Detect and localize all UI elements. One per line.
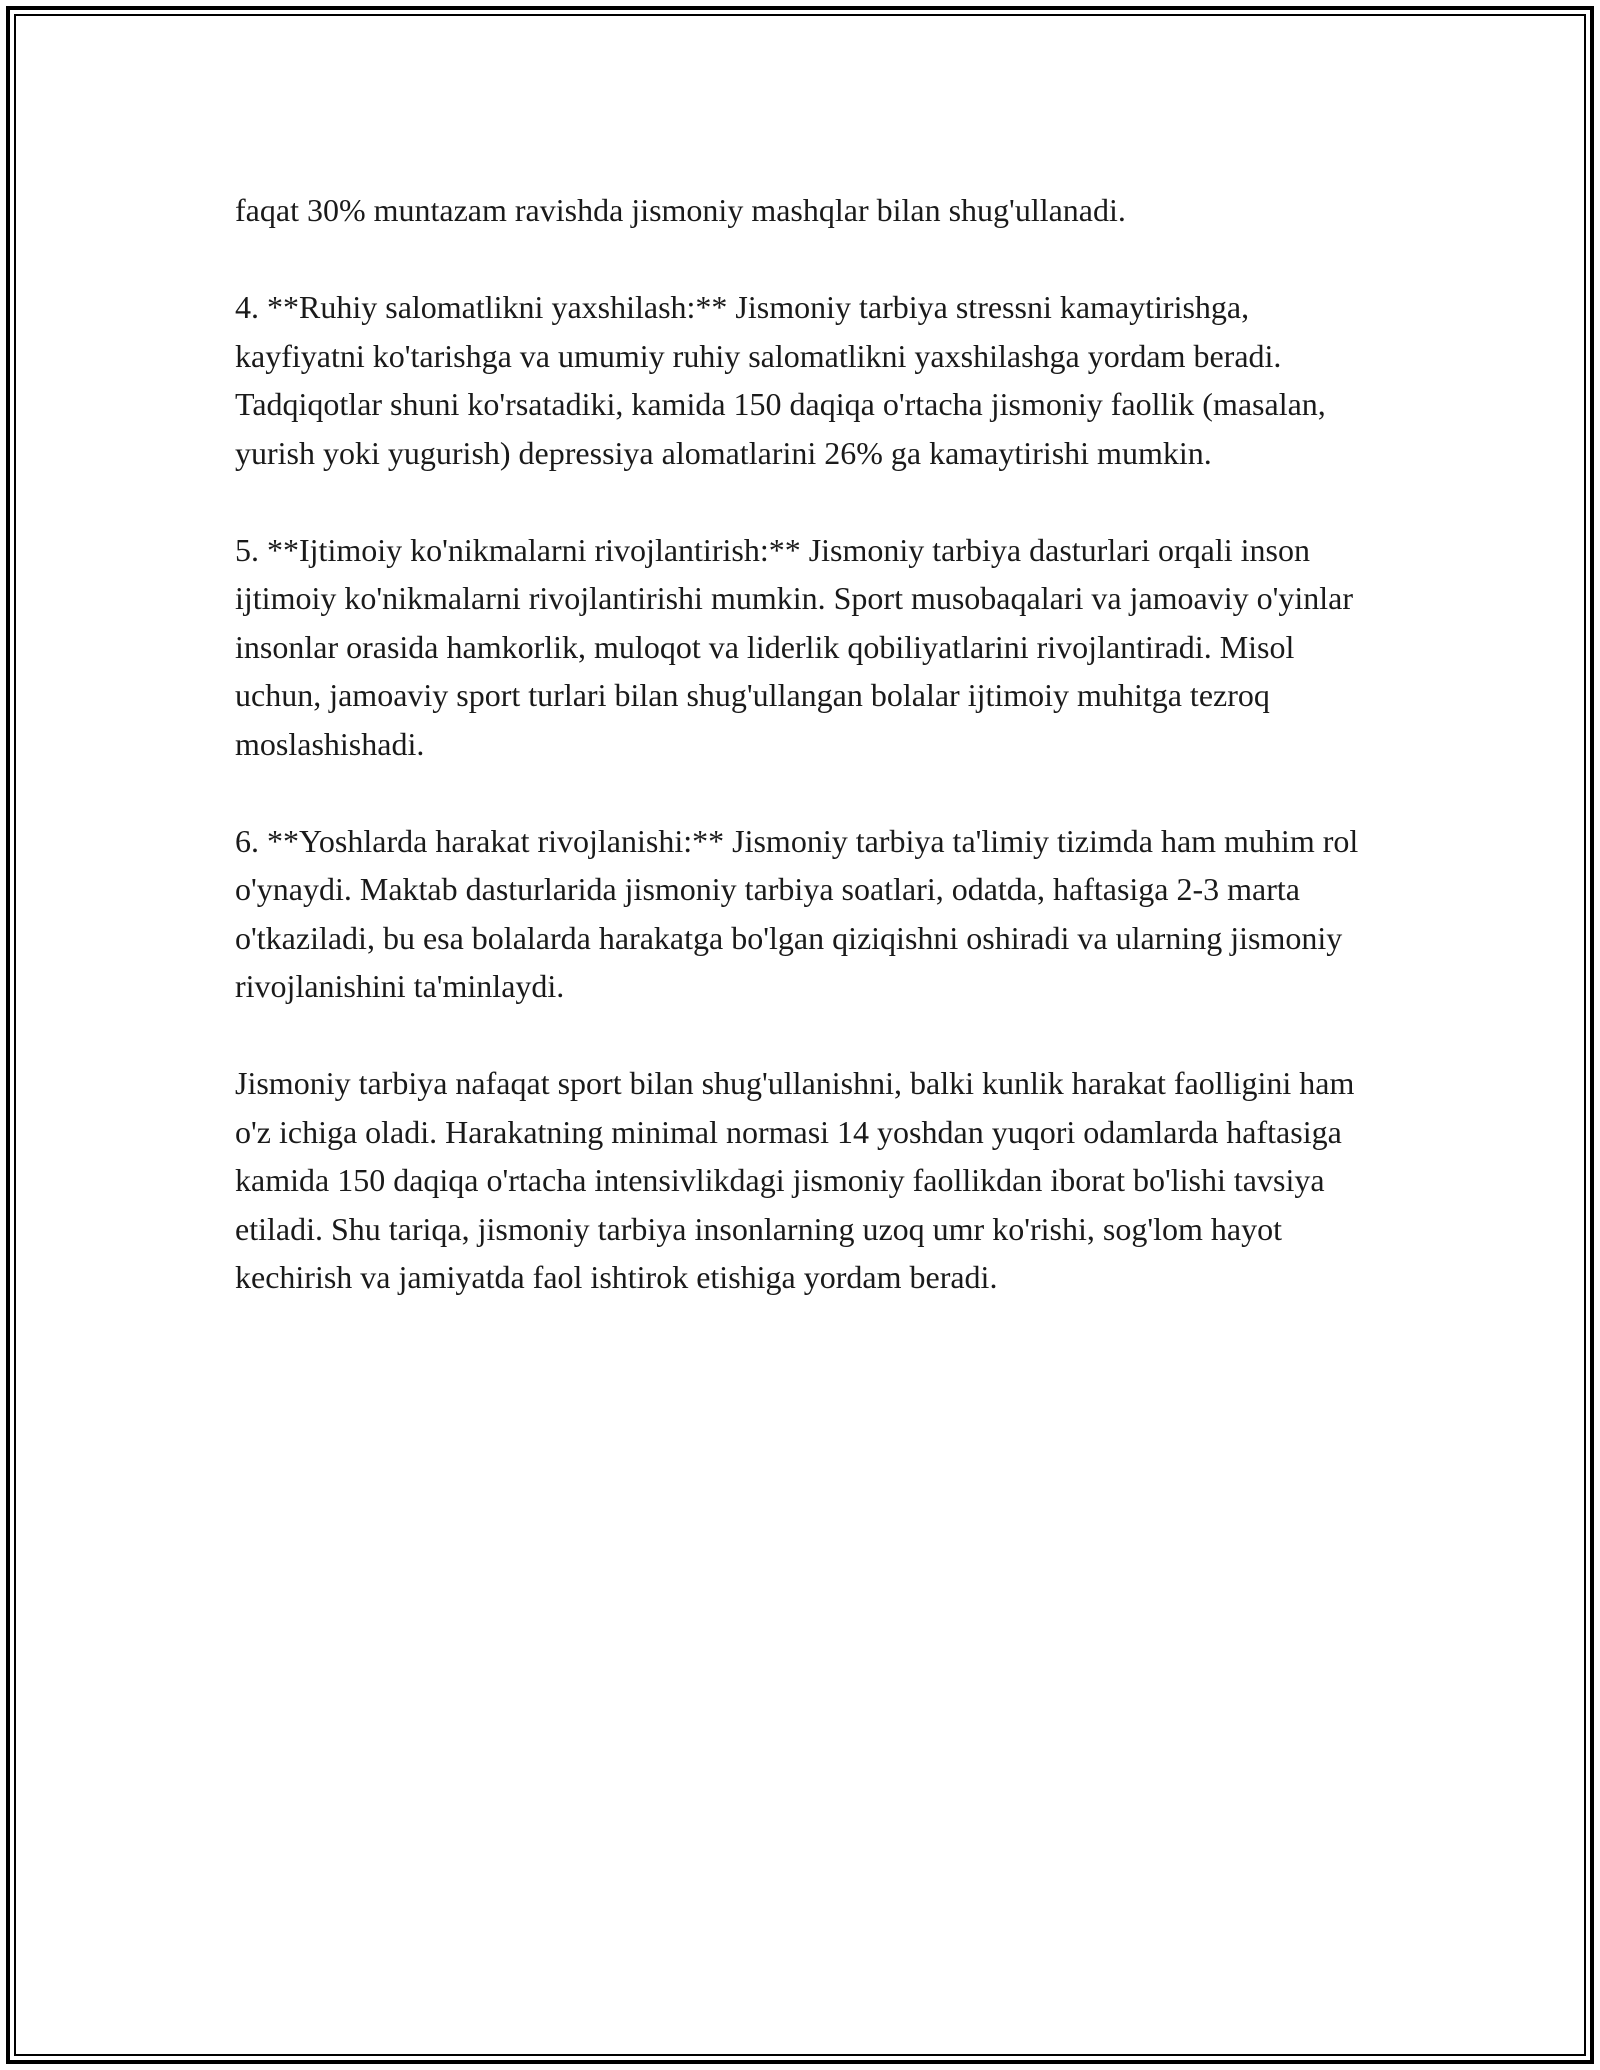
paragraph-continuation: faqat 30% muntazam ravishda jismoniy mashqlar bilan shug'ullanadi.: [235, 192, 1126, 228]
paragraph-item-5: 5. **Ijtimoiy ko'nikmalarni rivojlantirish:** Jismoniy tarbiya dasturlari orqali inson ijtimoiy ko'nikmalarni rivojlantirishi mumkin. Sport musobaqalari va jamoaviy o'yinlar insonlar orasida hamkorlik, muloqot va liderlik qobiliyatlarini rivojlantiradi. Misol uchun, jamoaviy sport turlari bilan shug'ullangan bolalar ijtimoiy muhitga tezroq moslashishadi.: [235, 531, 1354, 762]
document-body: [235, 186, 1385, 1302]
paragraph-conclusion: Jismoniy tarbiya nafaqat sport bilan shug'ullanishni, balki kunlik harakat faolligini ham o'z ichiga oladi. Harakatning minimal normasi 14 yoshdan yuqori odamlarda haftasiga kamida 150 daqiqa o'rtacha intensivlikdagi jismoniy faollikdan iborat bo'lishi tavsiya etiladi. Shu tariqa, jismoniy tarbiya insonlarning uzoq umr ko'rishi, sog'lom hayot kechirish va jamiyatda faol ishtirok etishiga yordam beradi.: [235, 1065, 1355, 1295]
paragraph-item-4: 4. **Ruhiy salomatlikni yaxshilash:** Jismoniy tarbiya stressni kamaytirishga, kayfiyatni ko'tarishga va umumiy ruhiy salomatlikni yaxshilashga yordam beradi. Tadqiqotlar shuni ko'rsatadiki, kamida 150 daqiqa o'rtacha jismoniy faollik (masalan, yurish yoki yugurish) depressiya alomatlarini 26% ga kamaytirishi mumkin.: [235, 289, 1326, 471]
paragraph-item-6: 6. **Yoshlarda harakat rivojlanishi:** Jismoniy tarbiya ta'limiy tizimda ham muhim rol o'ynaydi. Maktab dasturlarida jismoniy tarbiya soatlari, odatda, haftasiga 2-3 marta o'tkaziladi, bu esa bolalarda harakatga bo'lgan qiziqishni oshiradi va ularning jismoniy rivojlanishini ta'minlaydi.: [235, 822, 1359, 1004]
